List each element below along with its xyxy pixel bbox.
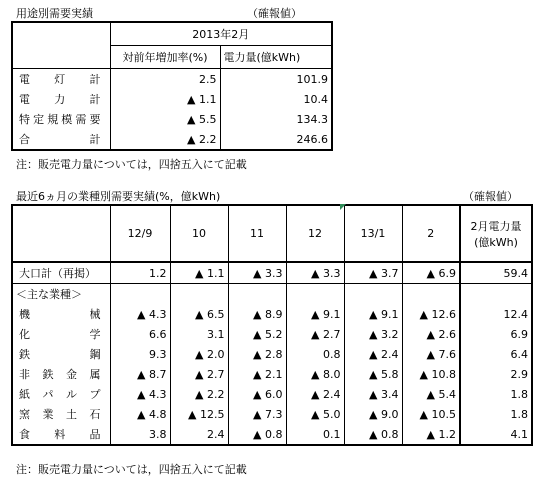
month-value-cell: ▲ 5.2 [228, 324, 286, 344]
table-row [12, 424, 532, 445]
month-value-cell: ▲ 4.3 [110, 304, 170, 324]
month-header: 2 [402, 205, 460, 262]
row-label: 化 学 [19, 328, 101, 341]
month-value-cell: ▲ 3.4 [344, 384, 402, 404]
month-value-cell: ▲ 2.7 [286, 324, 344, 344]
month-header: 12 [286, 205, 344, 262]
month-value-cell: 3.8 [110, 424, 170, 445]
industry-table-note: 注：販売電力量については，四捨五入にて記載 [16, 463, 247, 476]
month-header: 11 [228, 205, 286, 262]
month-value-cell: ▲ 2.6 [402, 324, 460, 344]
month-value-cell: ▲ 5.8 [344, 364, 402, 384]
month-value-cell: ▲ 2.4 [344, 344, 402, 364]
month-value-cell: ▲ 3.7 [344, 262, 402, 284]
summary-row [12, 262, 532, 284]
month-value-cell: ▲ 1.1 [170, 262, 228, 284]
month-value-cell: ▲ 7.3 [228, 404, 286, 424]
month-value-cell: ▲ 3.2 [344, 324, 402, 344]
month-value-cell: 0.1 [286, 424, 344, 445]
month-value-cell: ▲ 7.6 [402, 344, 460, 364]
table-row [12, 89, 332, 109]
row-label: 合 計 [19, 133, 101, 146]
month-value-cell: ▲ 12.5 [170, 404, 228, 424]
month-value-cell: ▲ 2.1 [228, 364, 286, 384]
month-value-cell: 1.2 [110, 262, 170, 284]
row-label: 電 灯 計 [19, 73, 101, 86]
month-value-cell: ▲ 2.2 [170, 384, 228, 404]
industry-table-status: （確報値） [463, 190, 518, 203]
month-value-cell: ▲ 8.0 [286, 364, 344, 384]
month-value-cell: 3.1 [170, 324, 228, 344]
row-label: 非 鉄 金 属 [19, 368, 101, 381]
volume-header: 電力量(億kWh) [220, 46, 332, 69]
month-header: 12/9 [110, 205, 170, 262]
month-value-cell: ▲ 6.9 [402, 262, 460, 284]
month-value-cell: 9.3 [110, 344, 170, 364]
month-value-cell: ▲ 9.1 [286, 304, 344, 324]
table-row [12, 109, 332, 129]
volume-cell: 246.6 [220, 129, 332, 150]
usage-demand-table [11, 21, 333, 151]
growth-cell: 2.5 [110, 69, 220, 90]
growth-rate-header: 対前年増加率(%) [110, 46, 220, 69]
volume-cell: 1.8 [460, 384, 532, 404]
row-label: 食 料 品 [19, 428, 101, 441]
table-row [12, 364, 532, 384]
month-value-cell: ▲ 9.0 [344, 404, 402, 424]
volume-cell: 59.4 [460, 262, 532, 284]
month-value-cell: ▲ 0.8 [344, 424, 402, 445]
industry-table-title: 最近6ヵ月の業種別需要実績(%，億kWh) [16, 190, 221, 203]
month-value-cell: ▲ 9.1 [344, 304, 402, 324]
volume-cell: 4.1 [460, 424, 532, 445]
volume-cell: 101.9 [220, 69, 332, 90]
comment-marker-icon [340, 204, 346, 210]
month-value-cell: ▲ 3.3 [228, 262, 286, 284]
growth-cell: ▲ 2.2 [110, 129, 220, 150]
usage-table-note: 注：販売電力量については，四捨五入にて記載 [16, 158, 247, 171]
volume-cell: 134.3 [220, 109, 332, 129]
month-header: 13/1 [344, 205, 402, 262]
month-value-cell: 2.4 [170, 424, 228, 445]
month-value-cell: ▲ 2.0 [170, 344, 228, 364]
month-header: 10 [170, 205, 228, 262]
row-label: 鉄 鋼 [19, 348, 101, 361]
month-value-cell: ▲ 0.8 [228, 424, 286, 445]
table-row [12, 324, 532, 344]
row-label: 電 力 計 [19, 93, 101, 106]
table-row [12, 404, 532, 424]
month-value-cell: ▲ 10.5 [402, 404, 460, 424]
volume-cell: 10.4 [220, 89, 332, 109]
row-label: 特 定 規 模 需 要 [19, 113, 101, 126]
table-row [12, 384, 532, 404]
section-label-row [12, 284, 532, 305]
table-row-total [12, 129, 332, 150]
row-label: 大口計（再掲） [12, 262, 110, 284]
usage-table-title: 用途別需要実績 [16, 7, 93, 20]
month-value-cell: ▲ 4.3 [110, 384, 170, 404]
month-value-cell: 6.6 [110, 324, 170, 344]
month-value-cell: ▲ 10.8 [402, 364, 460, 384]
month-value-cell: ▲ 2.8 [228, 344, 286, 364]
period-header: 2013年2月 [110, 22, 332, 46]
month-value-cell: ▲ 2.4 [286, 384, 344, 404]
month-value-cell: ▲ 2.7 [170, 364, 228, 384]
month-value-cell: ▲ 6.0 [228, 384, 286, 404]
usage-table-status: （確報値） [247, 7, 302, 20]
month-value-cell: ▲ 12.6 [402, 304, 460, 324]
month-value-cell: ▲ 1.2 [402, 424, 460, 445]
table-row [12, 69, 332, 90]
month-value-cell: ▲ 4.8 [110, 404, 170, 424]
volume-header: 2月電力量 (億kWh) [460, 205, 532, 262]
volume-cell: 12.4 [460, 304, 532, 324]
row-label: 機 械 [19, 308, 101, 321]
header-row [12, 205, 532, 262]
volume-cell: 1.8 [460, 404, 532, 424]
row-label: 紙 パ ル プ [19, 388, 101, 401]
month-value-cell: 0.8 [286, 344, 344, 364]
month-value-cell: ▲ 5.4 [402, 384, 460, 404]
volume-cell: 6.4 [460, 344, 532, 364]
row-label: 窯 業 土 石 [19, 408, 101, 421]
table-row [12, 344, 532, 364]
month-value-cell: ▲ 8.9 [228, 304, 286, 324]
month-value-cell: ▲ 6.5 [170, 304, 228, 324]
section-label: ＜主な業種＞ [16, 288, 82, 301]
month-value-cell: ▲ 8.7 [110, 364, 170, 384]
table-row [12, 304, 532, 324]
growth-cell: ▲ 1.1 [110, 89, 220, 109]
growth-cell: ▲ 5.5 [110, 109, 220, 129]
volume-cell: 2.9 [460, 364, 532, 384]
volume-cell: 6.9 [460, 324, 532, 344]
month-value-cell: ▲ 3.3 [286, 262, 344, 284]
industry-demand-table [11, 204, 533, 446]
month-value-cell: ▲ 5.0 [286, 404, 344, 424]
